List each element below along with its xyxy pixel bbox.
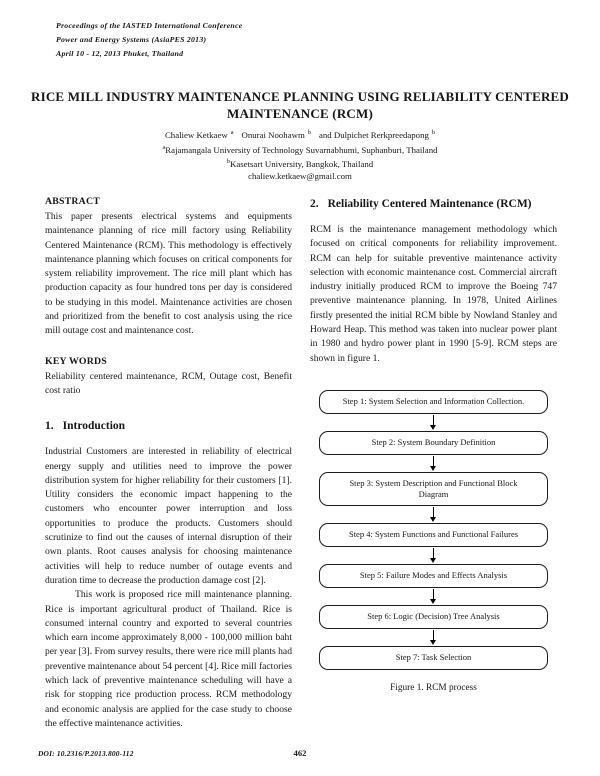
conference-header-line1: Proceedings of the IASTED International Conference: [56, 21, 243, 30]
left-column: [45, 196, 292, 731]
flowchart-step-1: Step 1: System Selection and Information Collection.: [319, 390, 548, 414]
conference-header-line2: Power and Energy Systems (AsiaPES 2013): [56, 35, 207, 44]
down-arrow-icon: [433, 507, 434, 518]
down-arrow-icon: [433, 589, 434, 600]
flowchart-step-4: Step 4: System Functions and Functional Failures: [319, 523, 548, 547]
rcm-section-heading: [310, 198, 557, 210]
abstract-heading: ABSTRACT: [45, 196, 100, 207]
paper-title: RICE MILL INDUSTRY MAINTENANCE PLANNING USING RELIABILITY CENTERED MAINTENANCE (RCM): [30, 89, 569, 121]
affiliation-line-1: [0, 142, 600, 157]
introduction-paragraph-1: Industrial Customers are interested in reliability of electrical energy supply and utilities need to improve the power distribution system for higher reliability for their customers [1]. Utility considers the economic impact happening to the customers who encounter power interruption and loss opportunities to produce the products. Customers should scrutinize to find out the causes of internal disruption of their own plants. Root causes analysis for choosing maintenance activities will help to reduce number of outage events and duration time to decrease the production damage cost [2].: [45, 446, 292, 586]
authors-line: [0, 127, 600, 142]
introduction-heading-text: Introduction: [62, 420, 126, 433]
rcm-process-flowchart: [310, 390, 557, 670]
author-superscript-3: b: [431, 129, 436, 136]
down-arrow-icon: [433, 415, 434, 426]
down-arrow-icon: [433, 548, 434, 559]
figure-caption: Figure 1. RCM process: [390, 682, 477, 693]
author-email: chaliew.ketkaew@gmail.com: [248, 170, 352, 181]
authors-block: [0, 127, 600, 182]
author-name-2: Onurai Noohawm: [241, 129, 305, 140]
affiliation-b: Kasetsart University, Bangkok, Thailand: [229, 158, 374, 169]
right-column: [310, 196, 557, 731]
page-number: 462: [293, 748, 307, 758]
conference-header-line3: April 10 - 12, 2013 Phuket, Thailand: [56, 49, 184, 58]
down-arrow-icon: [433, 630, 434, 641]
affiliation-a: Rajamangala University of Technology Suvarnabhumi, Suphanburi, Thailand: [165, 144, 438, 155]
rcm-paragraph: RCM is the maintenance management methodology which focused on critical components for reliability improvement. RCM can help for suitable preventive maintenance activity selection with economic maintenance cost. Commercial aircraft industry initially produced RCM to improve the Boeing 747 preventive maintenance planning. In 1978, United Airlines firstly presented the initial RCM bible by Nowland Stanley and Howard Heap. This method was taken into nuclear power plant in 1980 and hydro power plant in 1990 [5-9]. RCM steps are shown in figure 1.: [310, 224, 557, 364]
rcm-section-heading-text: Reliability Centered Maintenance (RCM): [327, 198, 532, 210]
doi-label: DOI: 10.2316/P.2013.800-112: [38, 749, 134, 758]
affiliation-superscript-b: b: [226, 158, 230, 166]
introduction-heading: [45, 420, 292, 432]
down-arrow-icon: [433, 456, 434, 467]
affiliation-line-2: [0, 156, 600, 171]
author-name-3: and Dulpichet Rerkpreedapong: [318, 129, 429, 140]
keywords-text: Reliability centered maintenance, RCM, Outage cost, Benefit cost ratio: [45, 370, 292, 396]
author-superscript-2: b: [307, 129, 311, 136]
two-column-body: [45, 196, 557, 731]
keywords-heading: KEY WORDS: [45, 355, 107, 367]
rcm-section-number: 2.: [310, 198, 319, 210]
author-name-1: Chaliew Ketkaew: [164, 129, 228, 140]
introduction-paragraph-2: This work is proposed rice mill maintenance planning. Rice is important agricultural product of Thailand. Rice is consumed internal country and exported to several countries which earn income approximately 8,000 - 100,000 million baht per year [3]. From survey results, there were rice mill plants had preventive maintenance about 54 percent [4]. Rice mill factories which lack of preventive maintenance scheduling will have a risk for stopping rice production process. RCM methodology and economic analysis are applied for the case study to choose the effective maintenance activities.: [45, 589, 292, 729]
introduction-number: 1.: [45, 420, 54, 433]
author-superscript-1: a: [230, 129, 234, 136]
abstract-text: This paper presents electrical systems and equipments maintenance planning of rice mill factory using Reliability Centered Maintenance (RCM). This methodology is effectively maintenance planning which focuses on critical components for system reliability improvement. The rice mill plant which has production capacity as four hundred tons per day is considered to be studying in this model. Maintenance activities are chosen and prioritized from the benefit to cost analysis using the rice mill outage cost and maintenance cost.: [45, 211, 292, 337]
conference-header: [56, 19, 242, 61]
flowchart-step-6: Step 6: Logic (Decision) Tree Analysis: [319, 605, 548, 629]
flowchart-step-7: Step 7: Task Selection: [319, 646, 548, 670]
affiliation-superscript-a: a: [162, 143, 166, 151]
flowchart-step-5: Step 5: Failure Modes and Effects Analysis: [319, 564, 548, 588]
flowchart-step-3: Step 3: System Description and Functional Block Diagram: [319, 472, 548, 506]
flowchart-step-2: Step 2: System Boundary Definition: [319, 431, 548, 455]
